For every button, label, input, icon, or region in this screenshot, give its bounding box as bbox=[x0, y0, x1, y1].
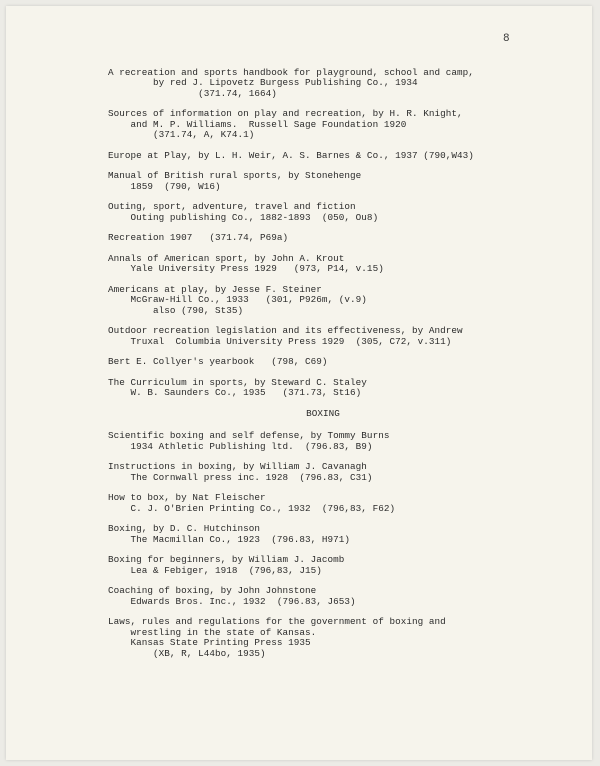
bibliography-entry bbox=[108, 151, 578, 161]
entry-line: Boxing for beginners, by William J. Jacomb bbox=[108, 554, 345, 566]
section-heading-boxing: BOXING bbox=[306, 408, 340, 419]
entry-line: Truxal Columbia University Press 1929 (305, C72, v.311) bbox=[108, 335, 452, 347]
entry-line: Laws, rules and regulations for the government of boxing and bbox=[108, 616, 446, 628]
entry-line: (371.74, 1664) bbox=[108, 87, 277, 99]
bibliography-entry bbox=[108, 524, 578, 545]
entry-line: Manual of British rural sports, by Stonehenge bbox=[108, 170, 362, 182]
entry-line: How to box, by Nat Fleischer bbox=[108, 492, 266, 504]
entry-line: McGraw-Hill Co., 1933 (301, P926m, (v.9) bbox=[108, 294, 367, 306]
entry-line: Lea & Febiger, 1918 (796,83, J15) bbox=[108, 564, 322, 576]
entry-line: Instructions in boxing, by William J. Cavanagh bbox=[108, 461, 367, 473]
entry-line: and M. P. Williams. Russell Sage Foundation 1920 bbox=[108, 118, 407, 130]
bibliography-entry bbox=[108, 617, 578, 659]
entry-line: W. B. Saunders Co., 1935 (371.73, St16) bbox=[108, 387, 362, 399]
entry-line: Boxing, by D. C. Hutchinson bbox=[108, 523, 260, 535]
entry-line: Outing publishing Co., 1882-1893 (050, Ou8) bbox=[108, 211, 379, 223]
bibliography-entry bbox=[108, 109, 578, 140]
bibliography-list bbox=[108, 68, 578, 669]
bibliography-entry bbox=[108, 586, 578, 607]
entry-line: (371.74, A, K74.1) bbox=[108, 129, 255, 141]
bibliography-entry bbox=[108, 68, 578, 99]
bibliography-entry bbox=[108, 285, 578, 316]
entry-line: Recreation 1907 (371.74, P69a) bbox=[108, 232, 289, 244]
page-number: 8 bbox=[503, 33, 510, 45]
entry-line: Coaching of boxing, by John Johnstone bbox=[108, 585, 317, 597]
entry-line: Yale University Press 1929 (973, P14, v.15) bbox=[108, 263, 384, 275]
bibliography-entry bbox=[108, 233, 578, 243]
bibliography-entry bbox=[108, 555, 578, 576]
boxing-entries bbox=[108, 431, 578, 659]
entry-line: 1934 Athletic Publishing ltd. (796.83, B9) bbox=[108, 440, 373, 452]
bibliography-entry bbox=[108, 254, 578, 275]
entry-line: A recreation and sports handbook for playground, school and camp, bbox=[108, 67, 474, 78]
recreation-entries bbox=[108, 68, 578, 399]
entry-line: Edwards Bros. Inc., 1932 (796.83, J653) bbox=[108, 595, 356, 607]
entry-line: Outing, sport, adventure, travel and fiction bbox=[108, 201, 356, 213]
entry-line: The Macmillan Co., 1923 (796.83, H971) bbox=[108, 533, 351, 545]
entry-line: Americans at play, by Jesse F. Steiner bbox=[108, 284, 322, 295]
document-page bbox=[6, 6, 592, 760]
entry-line: also (790, St35) bbox=[108, 304, 244, 316]
entry-line: Sources of information on play and recreation, by H. R. Knight, bbox=[108, 108, 463, 120]
entry-line: Annals of American sport, by John A. Krout bbox=[108, 253, 345, 264]
bibliography-entry bbox=[108, 202, 578, 223]
entry-line: Kansas State Printing Press 1935 bbox=[108, 637, 311, 649]
entry-line: by red J. Lipovetz Burgess Publishing Co., 1934 bbox=[108, 77, 418, 89]
bibliography-entry bbox=[108, 493, 578, 514]
entry-line: Scientific boxing and self defense, by Tommy Burns bbox=[108, 430, 390, 442]
bibliography-entry bbox=[108, 462, 578, 483]
entry-line: Europe at Play, by L. H. Weir, A. S. Barnes & Co., 1937 (790,W43) bbox=[108, 149, 474, 161]
entry-line: C. J. O'Brien Printing Co., 1932 (796,83, F62) bbox=[108, 502, 396, 514]
entry-line: wrestling in the state of Kansas. bbox=[108, 626, 317, 638]
bibliography-entry bbox=[108, 171, 578, 192]
entry-line: The Cornwall press inc. 1928 (796.83, C31) bbox=[108, 471, 373, 483]
bibliography-entry bbox=[108, 378, 578, 399]
entry-line: (XB, R, L44bo, 1935) bbox=[108, 647, 266, 659]
entry-line: Outdoor recreation legislation and its effectiveness, by Andrew bbox=[108, 325, 463, 337]
entry-line: 1859 (790, W16) bbox=[108, 180, 221, 192]
entry-line: The Curriculum in sports, by Steward C. Staley bbox=[108, 377, 367, 388]
bibliography-entry bbox=[108, 431, 578, 452]
bibliography-entry bbox=[108, 357, 578, 367]
entry-line: Bert E. Collyer's yearbook (798, C69) bbox=[108, 356, 328, 368]
bibliography-entry bbox=[108, 326, 578, 347]
